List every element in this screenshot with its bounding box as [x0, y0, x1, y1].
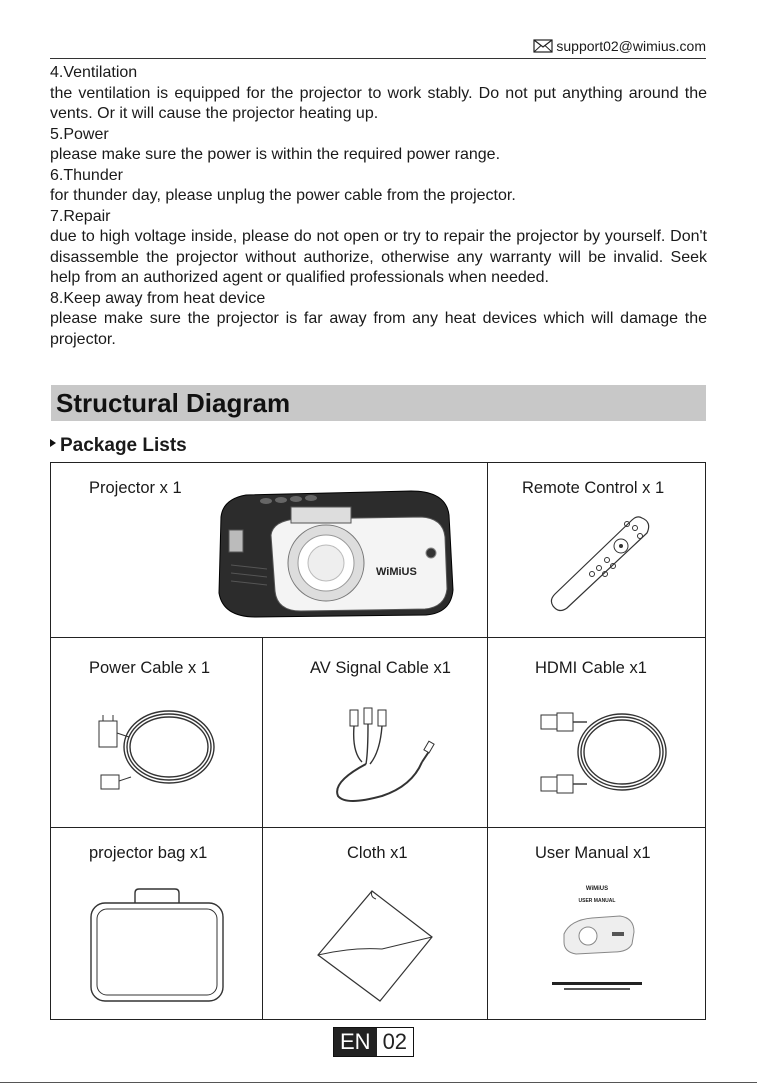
item-label: Power Cable x 1	[89, 659, 211, 677]
item-label: Projector x 1	[89, 479, 182, 497]
item-bag	[51, 827, 262, 1019]
support-email[interactable]	[533, 38, 706, 54]
item-manual	[487, 827, 706, 1019]
item-projector	[51, 463, 487, 637]
section-text: please make sure the projector is far away from any heat devices which will damage the projector.	[50, 310, 707, 348]
section-text: for thunder day, please unplug the power cable from the projector.	[50, 187, 516, 204]
item-av-cable	[262, 637, 487, 827]
triangle-bullet-icon	[50, 439, 56, 447]
manual-title: USER MANUAL	[578, 898, 616, 904]
item-power-cable	[51, 637, 262, 827]
bag-image	[87, 885, 227, 1005]
projector-image	[201, 485, 461, 620]
section-heading: 8.Keep away from heat device	[50, 289, 266, 307]
section-heading: 5.Power	[50, 125, 109, 143]
page-footer	[333, 1027, 414, 1057]
item-label: Remote Control x 1	[522, 479, 665, 497]
item-hdmi-cable	[487, 637, 706, 827]
section-thunder	[50, 166, 707, 207]
language-label: EN	[334, 1028, 377, 1056]
bottom-rule	[0, 1082, 757, 1083]
section-text: due to high voltage inside, please do not open or try to repair the projector by yourself. Don't disassemble the projector without authorize, otherwise any warranty will be invalid. Seek help from an authorized agent or qualified professionals when needed.	[50, 228, 707, 286]
item-label: User Manual x1	[535, 844, 651, 862]
section-heading: 4.Ventilation	[50, 64, 138, 81]
section-text: the ventilation is equipped for the projector to work stably. Do not put anything around the vents. Or it will cause the projector heating up.	[50, 84, 707, 122]
item-label: projector bag x1	[89, 844, 208, 862]
section-heading: 7.Repair	[50, 207, 111, 225]
section-ventilation	[50, 63, 707, 125]
section-title: Structural Diagram	[56, 388, 291, 418]
item-label: Cloth x1	[347, 844, 408, 862]
section-heat	[50, 289, 707, 351]
package-grid	[50, 462, 706, 1020]
av-cable-image	[322, 702, 442, 812]
projector-brand: WiMiUS	[376, 566, 417, 578]
package-lists-label: Package Lists	[60, 435, 187, 456]
safety-instructions	[50, 63, 707, 350]
section-power	[50, 125, 707, 166]
package-lists-heading	[50, 435, 187, 457]
manual-image	[542, 872, 652, 1007]
page-header	[50, 36, 706, 59]
structural-diagram-bar	[51, 385, 706, 421]
cloth-image	[312, 887, 442, 1007]
item-label: AV Signal Cable x1	[310, 659, 451, 677]
email-text: support02@wimius.com	[556, 38, 706, 54]
item-cloth	[262, 827, 487, 1019]
remote-image	[547, 508, 657, 618]
section-repair	[50, 207, 707, 289]
hdmi-cable-image	[537, 707, 677, 807]
section-heading: 6.Thunder	[50, 166, 123, 184]
mail-icon	[533, 39, 553, 53]
item-label: HDMI Cable x1	[535, 659, 647, 677]
page-number: 02	[377, 1028, 413, 1056]
section-text: please make sure the power is within the required power range.	[50, 146, 501, 163]
manual-brand: WiMiUS	[585, 886, 609, 892]
item-remote	[487, 463, 706, 637]
power-cable-image	[89, 707, 229, 807]
